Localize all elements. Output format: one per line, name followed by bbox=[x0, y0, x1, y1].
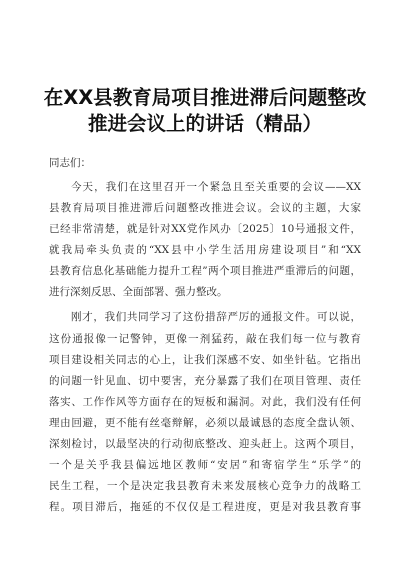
paragraph-2-line-4: 的问题一针见血、切中要害，充分暴露了我们在项目管理、责任 bbox=[49, 375, 361, 387]
document-title-line-2: 推进会议上的讲话（精品） bbox=[87, 112, 322, 135]
paragraph-2-line-7: 深刻检讨，以最坚决的行动彻底整改、迎头赶上。这两个项目， bbox=[49, 438, 361, 450]
paragraph-1-line-5: 县教育信息化基础能力提升工程”两个项目推进严重滞后的问题， bbox=[49, 265, 361, 277]
paragraph-1-line-1: 今天，我们在这里召开一个紧急且至关重要的会议——XX bbox=[71, 181, 361, 193]
paragraph-1-line-2: 县教育局项目推进滞后问题整改推进会议。会议的主题，大家 bbox=[49, 202, 361, 214]
salutation: 同志们： bbox=[49, 157, 91, 169]
paragraph-2-line-3: 项目建设相关同志的心上，让我们深感不安、如坐针毡。它指出 bbox=[49, 354, 361, 366]
paragraph-1-line-4: 就我局牵头负责的“XX县中小学生活用房建设项目”和“XX bbox=[49, 244, 361, 256]
document-title-line-1: 在XX县教育局项目推进滞后问题整改 bbox=[43, 86, 367, 109]
paragraph-2-line-1: 刚才，我们共同学习了这份措辞严厉的通报文件。可以说， bbox=[71, 311, 361, 323]
paragraph-1-line-6: 进行深刻反思、全面部署、强力整改。 bbox=[49, 286, 228, 298]
paragraph-2-line-8: 一个是关乎我县偏远地区教师“安居”和寄宿学生“乐学”的 bbox=[49, 459, 361, 471]
paragraph-1-line-3: 已经非常清楚，就是针对XX党作风办〔2025〕10号通报文件， bbox=[49, 223, 361, 235]
paragraph-2-line-9: 民生工程，一个是决定我县教育未来发展核心竞争力的战略工 bbox=[49, 480, 361, 492]
paragraph-2-line-5: 落实、工作作风等方面存在的短板和漏洞。对此，我们没有任何 bbox=[49, 396, 361, 408]
paragraph-2-line-10: 程。项目滞后，拖延的不仅仅是工程进度，更是对我县教育事 bbox=[49, 501, 361, 513]
paragraph-2-line-6: 理由回避，更不能有丝毫辩解，必须以最诚恳的态度全盘认领、 bbox=[49, 417, 361, 429]
paragraph-2-line-2: 这份通报像一记警钟，更像一剂猛药，敲在我们每一位与教育 bbox=[49, 333, 361, 345]
